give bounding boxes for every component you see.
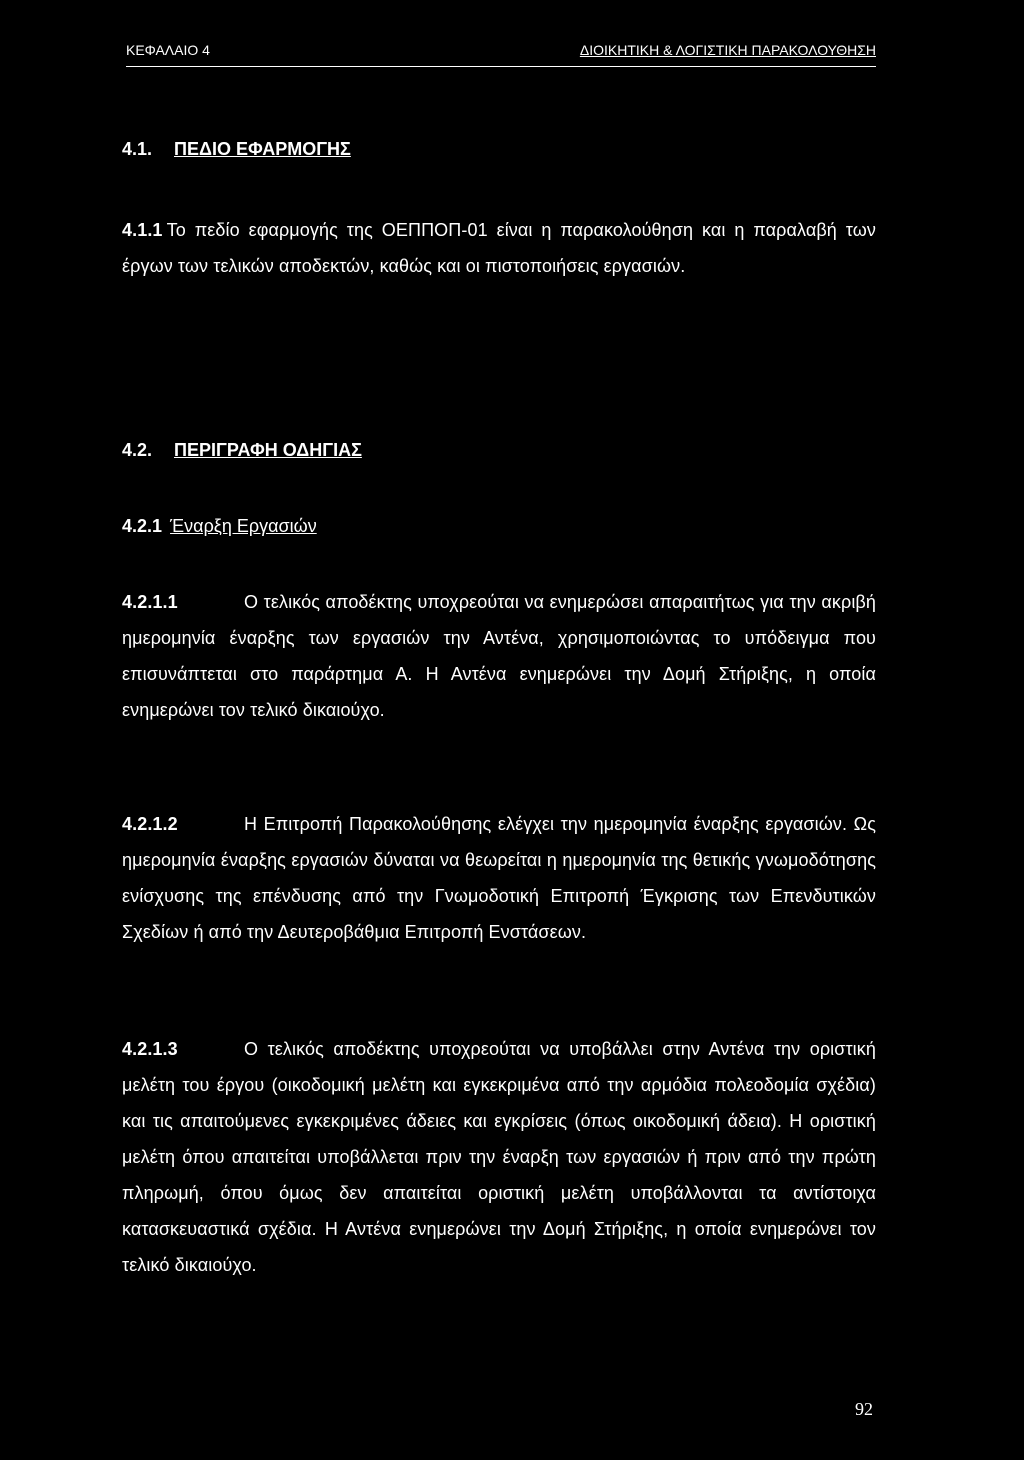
section-title: ΠΕΡΙΓΡΑΦΗ ΟΔΗΓΙΑΣ [174,440,362,460]
paragraph-4-2-1-1 [122,584,876,728]
section-heading-4-2 [122,439,362,461]
paragraph-number: 4.2.1.2 [122,814,178,834]
subsection-heading-4-2-1 [122,515,317,537]
paragraph-4-2-1-2 [122,806,876,950]
chapter-label: ΚΕΦΑΛΑΙΟ 4 [126,42,210,58]
section-title: ΠΕΔΙΟ ΕΦΑΡΜΟΓΗΣ [174,139,351,159]
paragraph-text: Ο τελικός αποδέκτης υποχρεούται να ενημερώσει απαραιτήτως για την ακριβή ημερομηνία έναρξης των εργασιών την Αντένα, χρησιμοποιώντας το υπόδειγμα που επισυνάπτεται στο παράρτημα Α. Η Αντένα ενημερώνει την Δομή Στήριξης, η οποία ενημερώνει τον τελικό δικαιούχο. [122,592,876,720]
paragraph-text: Η Επιτροπή Παρακολούθησης ελέγχει την ημερομηνία έναρξης εργασιών. Ως ημερομηνία έναρξης εργασιών δύναται να θεωρείται η ημερομηνία της θετικής γνωμοδότησης ενίσχυσης της επένδυσης από την Γνωμοδοτική Επιτροπή Έγκρισης των Επενδυτικών Σχεδίων ή από την Δευτεροβάθμια Επιτροπή Ενστάσεων. [122,814,876,942]
section-heading-4-1 [122,138,351,160]
section-number: 4.1. [122,139,153,159]
paragraph-4-1-1 [122,212,876,284]
section-number: 4.2. [122,440,153,460]
chapter-title: ΔΙΟΙΚΗΤΙΚΗ & ΛΟΓΙΣΤΙΚΗ ΠΑΡΑΚΟΛΟΥΘΗΣΗ [579,42,876,58]
subsection-number: 4.2.1 [122,516,163,536]
paragraph-text: Ο τελικός αποδέκτης υποχρεούται να υποβάλλει στην Αντένα την οριστική μελέτη του έργου (οικοδομική μελέτη και εγκεκριμένα από την αρμόδια πολεοδομία σχέδια) και τις απαιτούμενες εγκεκριμένες άδειες και εγκρίσεις (όπως οικοδομική άδεια). Η οριστική μελέτη όπου απαιτείται υποβάλλεται πριν την έναρξη των εργασιών ή πριν από την πρώτη πληρωμή, όπου όμως δεν απαιτείται οριστική μελέτη υποβάλλονται τα αντίστοιχα κατασκευαστικά σχέδια. Η Αντένα ενημερώνει την Δομή Στήριξης, η οποία ενημερώνει τον τελικό δικαιούχο. [122,1039,876,1275]
paragraph-number: 4.1.1 [122,220,163,240]
paragraph-number: 4.2.1.3 [122,1039,178,1059]
paragraph-4-2-1-3 [122,1031,876,1283]
page-number: 92 [855,1399,873,1419]
paragraph-number: 4.2.1.1 [122,592,178,612]
paragraph-text: Το πεδίο εφαρμογής της ΟΕΠΠΟΠ-01 είναι η παρακολούθηση και η παραλαβή των έργων των τελικών αποδεκτών, καθώς και οι πιστοποιήσεις εργασιών. [122,220,876,276]
subsection-title: Έναρξη Εργασιών [170,516,317,536]
page-header [126,38,876,67]
